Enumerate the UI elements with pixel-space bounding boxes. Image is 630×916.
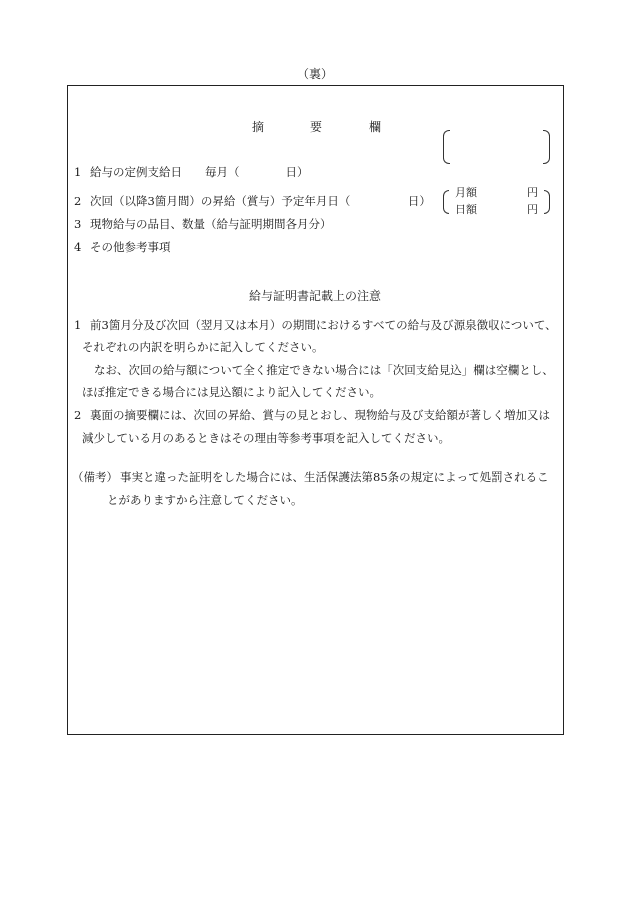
note-1-line-1: 前3箇月分及び次回（翌月又は本月）の期間におけるすべての給与及び源泉徴収について、: [90, 318, 557, 332]
note-2-line-2: 減少している月のあるときはその理由等参考事項を記入してください。: [82, 431, 450, 445]
summary-item-2-text: 次回（以降3箇月間）の昇給（賞与）予定年月日（ 日）: [90, 194, 431, 208]
daily-amount-label: 日額: [455, 203, 477, 216]
amount-bracket-left: [443, 190, 449, 214]
notes-title: 給与証明書記載上の注意: [248, 289, 381, 303]
note-2-line-1: 裏面の摘要欄には、次回の昇給、賞与の見とおし、現物給与及び支給額が著しく増加又は: [90, 408, 550, 422]
monthly-amount-unit: 円: [527, 186, 538, 199]
summary-item-3-text: 現物給与の品目、数量（給与証明期間各月分）: [90, 217, 332, 231]
summary-title-char-2: 要: [310, 120, 323, 134]
amount-bracket-right: [544, 190, 550, 214]
remarks-line-1: 事実と違った証明をした場合には、生活保護法第85条の規定によって処罰されるこ: [120, 470, 549, 484]
summary-title-char-3: 欄: [369, 120, 382, 134]
summary-item-1-text: 給与の定例支給日 毎月（ 日）: [90, 165, 309, 179]
remarks-label: （備考）: [72, 470, 118, 484]
monthly-amount-label: 月額: [455, 186, 477, 199]
blank-bracket-left: [443, 130, 450, 164]
blank-bracket-right: [543, 130, 550, 164]
summary-title-char-1: 摘: [252, 120, 265, 134]
note-1-line-3: なお、次回の給与額について全く推定できない場合には「次回支給見込」欄は空欄とし、: [94, 363, 554, 377]
note-1-line-4: ほぼ推定できる場合には見込額により記入してください。: [82, 385, 381, 399]
summary-item-4-text: その他参考事項: [90, 240, 171, 254]
page-label: （裏）: [296, 67, 333, 81]
remarks-line-2: とがありますから注意してください。: [107, 493, 303, 507]
summary-item-4-number: 4: [74, 240, 82, 254]
summary-item-2-number: 2: [74, 194, 82, 208]
summary-item-3-number: 3: [74, 217, 82, 231]
note-2-number: 2: [74, 408, 82, 422]
daily-amount-unit: 円: [527, 203, 538, 216]
summary-item-1-number: 1: [74, 165, 82, 179]
note-1-number: 1: [74, 318, 82, 332]
note-1-line-2: それぞれの内訳を明らかに記入してください。: [82, 340, 324, 354]
